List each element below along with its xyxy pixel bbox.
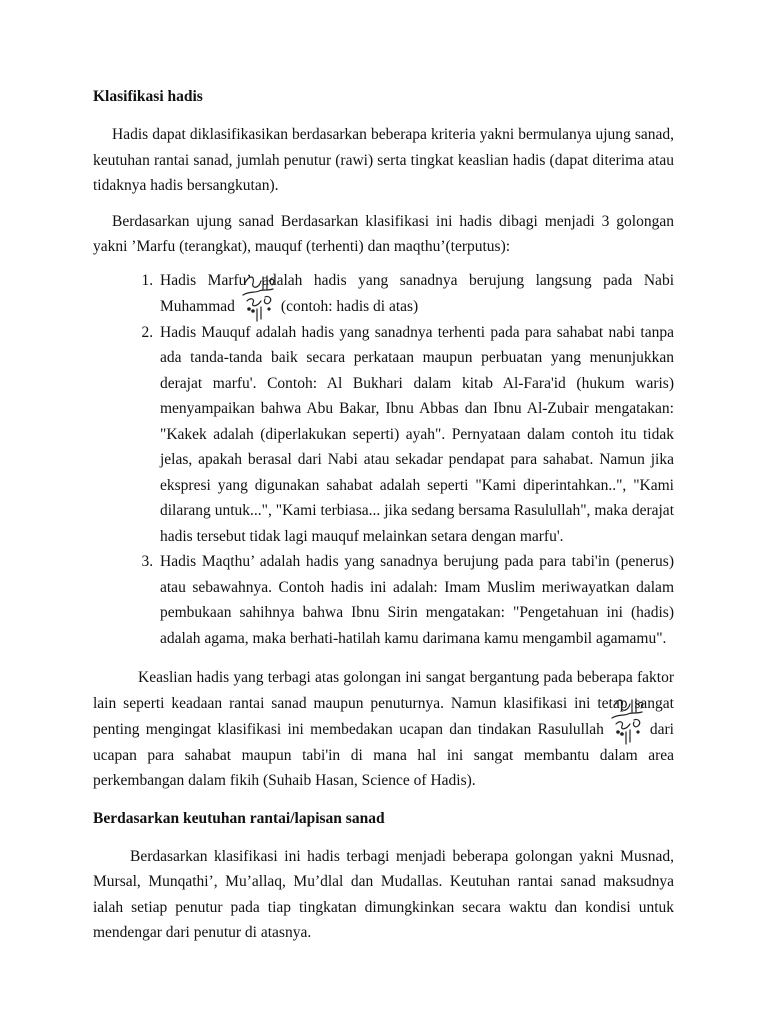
paragraph-text: dari ucapan para sahabat maupun tabi'in di mana hal ini sangat membantu dalam area perkembangan dalam fikih (Suhaib Hasan, Science of Hadis).: [93, 721, 674, 789]
list-item-text: (contoh: hadis di atas): [280, 298, 419, 315]
paragraph-text: Keaslian hadis yang terbagi atas golongan ini sangat bergantung pada beberapa faktor lain seperti keadaan rantai sanad maupun penuturnya. Namun klasifikasi ini tetap sangat penting mengingat klasifikasi ini membedakan ucapan dan tindakan Rasulullah: [93, 669, 674, 738]
document-content: [93, 86, 674, 956]
section-heading-keutuhan: Berdasarkan keutuhan rantai/lapisan sanad: [93, 809, 385, 827]
list-item-mauquf: 2. Hadis Mauquf adalah hadis yang sanadnya terhenti pada para sahabat nabi tanpa ada tanda-tanda baik secara perkataan maupun perbuatan yang menunjukkan derajat marfu'. Contoh: Al Bukhari dalam kitab Al-Fara'id (hukum waris) menyampaikan bahwa Abu Bakar, Ibnu Abbas dan Ibnu Al-Zubair mengatakan: "Kakek adalah (diperlakukan seperti) ayah". Pernyataan dalam contoh itu tidak jelas, apakah berasal dari Nabi atau sekadar pendapat para sahabat. Namun jika ekspresi yang digunakan sahabat adalah seperti "Kami diperintahkan..", "Kami dilarang untuk...", "Kami terbiasa... jika sedang bersama Rasulullah", maka derajat hadis tersebut tidak lagi mauquf melainkan setara dengan marfu'.: [157, 320, 674, 550]
list-item-text: Hadis Marfu’ adalah hadis yang sanadnya berujung langsung pada Nabi Muhammad: [160, 271, 674, 315]
salawat-calligraphy-icon: [239, 293, 277, 315]
classification-list: [93, 268, 674, 652]
list-item-marfu: [157, 268, 674, 320]
paragraph-ujung-sanad: Berdasarkan ujung sanad Berdasarkan klasifikasi ini hadis dibagi menjadi 3 golongan yakni ’Marfu (terangkat), mauquf (terhenti) dan maqthu’(terputus):: [93, 212, 674, 255]
list-item-maqthu: 3. Hadis Maqthu’ adalah hadis yang sanadnya berujung pada para tabi'in (penerus) atau sebawahnya. Contoh hadis ini adalah: Imam Muslim meriwayatkan dalam pembukaan sahihnya bahwa Ibnu Sirin mengatakan: "Pengetahuan ini (hadis) adalah agama, maka berhati-hatilah kamu darimana kamu mengambil agamamu".: [157, 549, 674, 651]
paragraph-intro: Hadis dapat diklasifikasikan berdasarkan beberapa kriteria yakni bermulanya ujung sanad, keutuhan rantai sanad, jumlah penutur (rawi) serta tingkat keaslian hadis (dapat diterima atau tidaknya hadis bersangkutan).: [93, 126, 674, 194]
paragraph-keutuhan: Berdasarkan klasifikasi ini hadis terbagi menjadi beberapa golongan yakni Musnad, Mursal, Munqathi’, Mu’allaq, Mu’dlal dan Mudallas. Keutuhan rantai sanad maksudnya ialah setiap penutur pada tiap tingkatan dimungkinkan secara waktu dan kondisi untuk mendengar dari penutur di atasnya.: [93, 847, 674, 941]
paragraph-keaslian: [93, 665, 674, 794]
section-heading-klasifikasi: Klasifikasi hadis: [93, 88, 203, 105]
salawat-calligraphy-icon: [608, 716, 646, 738]
